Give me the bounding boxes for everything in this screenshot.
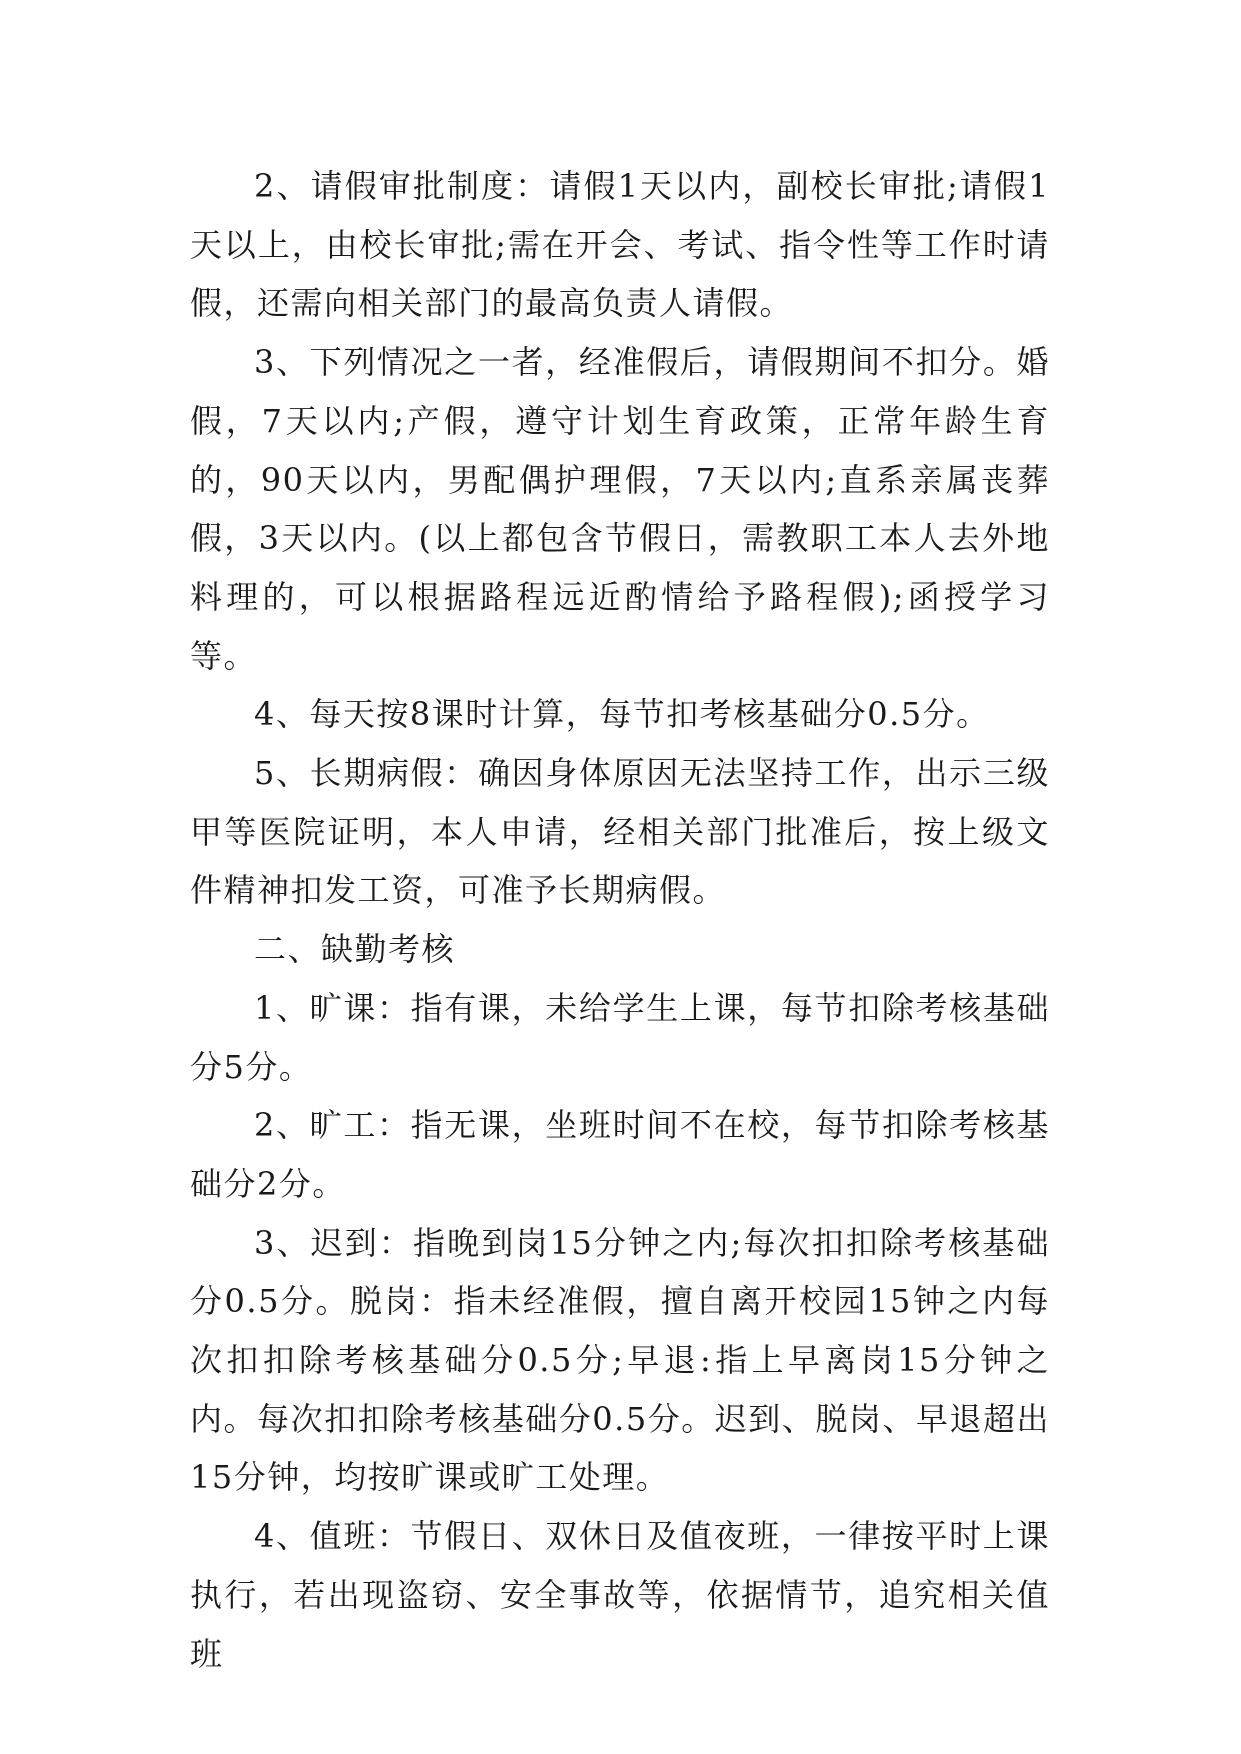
paragraph-duty: 4、值班：节假日、双休日及值夜班，一律按平时上课执行，若出现盗窃、安全事故等，依据情节，追究相关值班	[190, 1517, 1050, 1673]
section-heading-absence: 二、缺勤考核	[254, 930, 456, 969]
paragraph-leave-approval: 2、请假审批制度：请假1天以内，副校长审批;请假1天以上，由校长审批;需在开会、考试、指令性等工作时请假，还需向相关部门的最高负责人请假。	[190, 167, 1050, 323]
document-body	[190, 157, 1050, 1683]
paragraph-truancy: 1、旷课：指有课，未给学生上课，每节扣除考核基础分5分。	[190, 988, 1050, 1086]
paragraph-class-hours: 4、每天按8课时计算，每节扣考核基础分0.5分。	[254, 695, 990, 734]
paragraph-leave-types: 3、下列情况之一者，经准假后，请假期间不扣分。婚假，7天以内;产假，遵守计划生育政策，正常年龄生育的，90天以内，男配偶护理假，7天以内;直系亲属丧葬假，3天以内。(以上都包含节假日，需教职工本人去外地料理的，可以根据路程远近酌情给予路程假);函授学习等。	[190, 343, 1050, 675]
paragraph-lateness: 3、迟到：指晚到岗15分钟之内;每次扣扣除考核基础分0.5分。脱岗：指未经准假，擅自离开校园15钟之内每次扣扣除考核基础分0.5分;早退:指上早离岗15分钟之内。每次扣扣除考核基础分0.5分。迟到、脱岗、早退超出15分钟，均按旷课或旷工处理。	[190, 1223, 1050, 1497]
paragraph-long-sick-leave: 5、长期病假：确因身体原因无法坚持工作，出示三级甲等医院证明，本人申请，经相关部门批准后，按上级文件精神扣发工资，可准予长期病假。	[190, 754, 1050, 910]
paragraph-absenteeism: 2、旷工：指无课，坐班时间不在校，每节扣除考核基础分2分。	[190, 1106, 1050, 1203]
